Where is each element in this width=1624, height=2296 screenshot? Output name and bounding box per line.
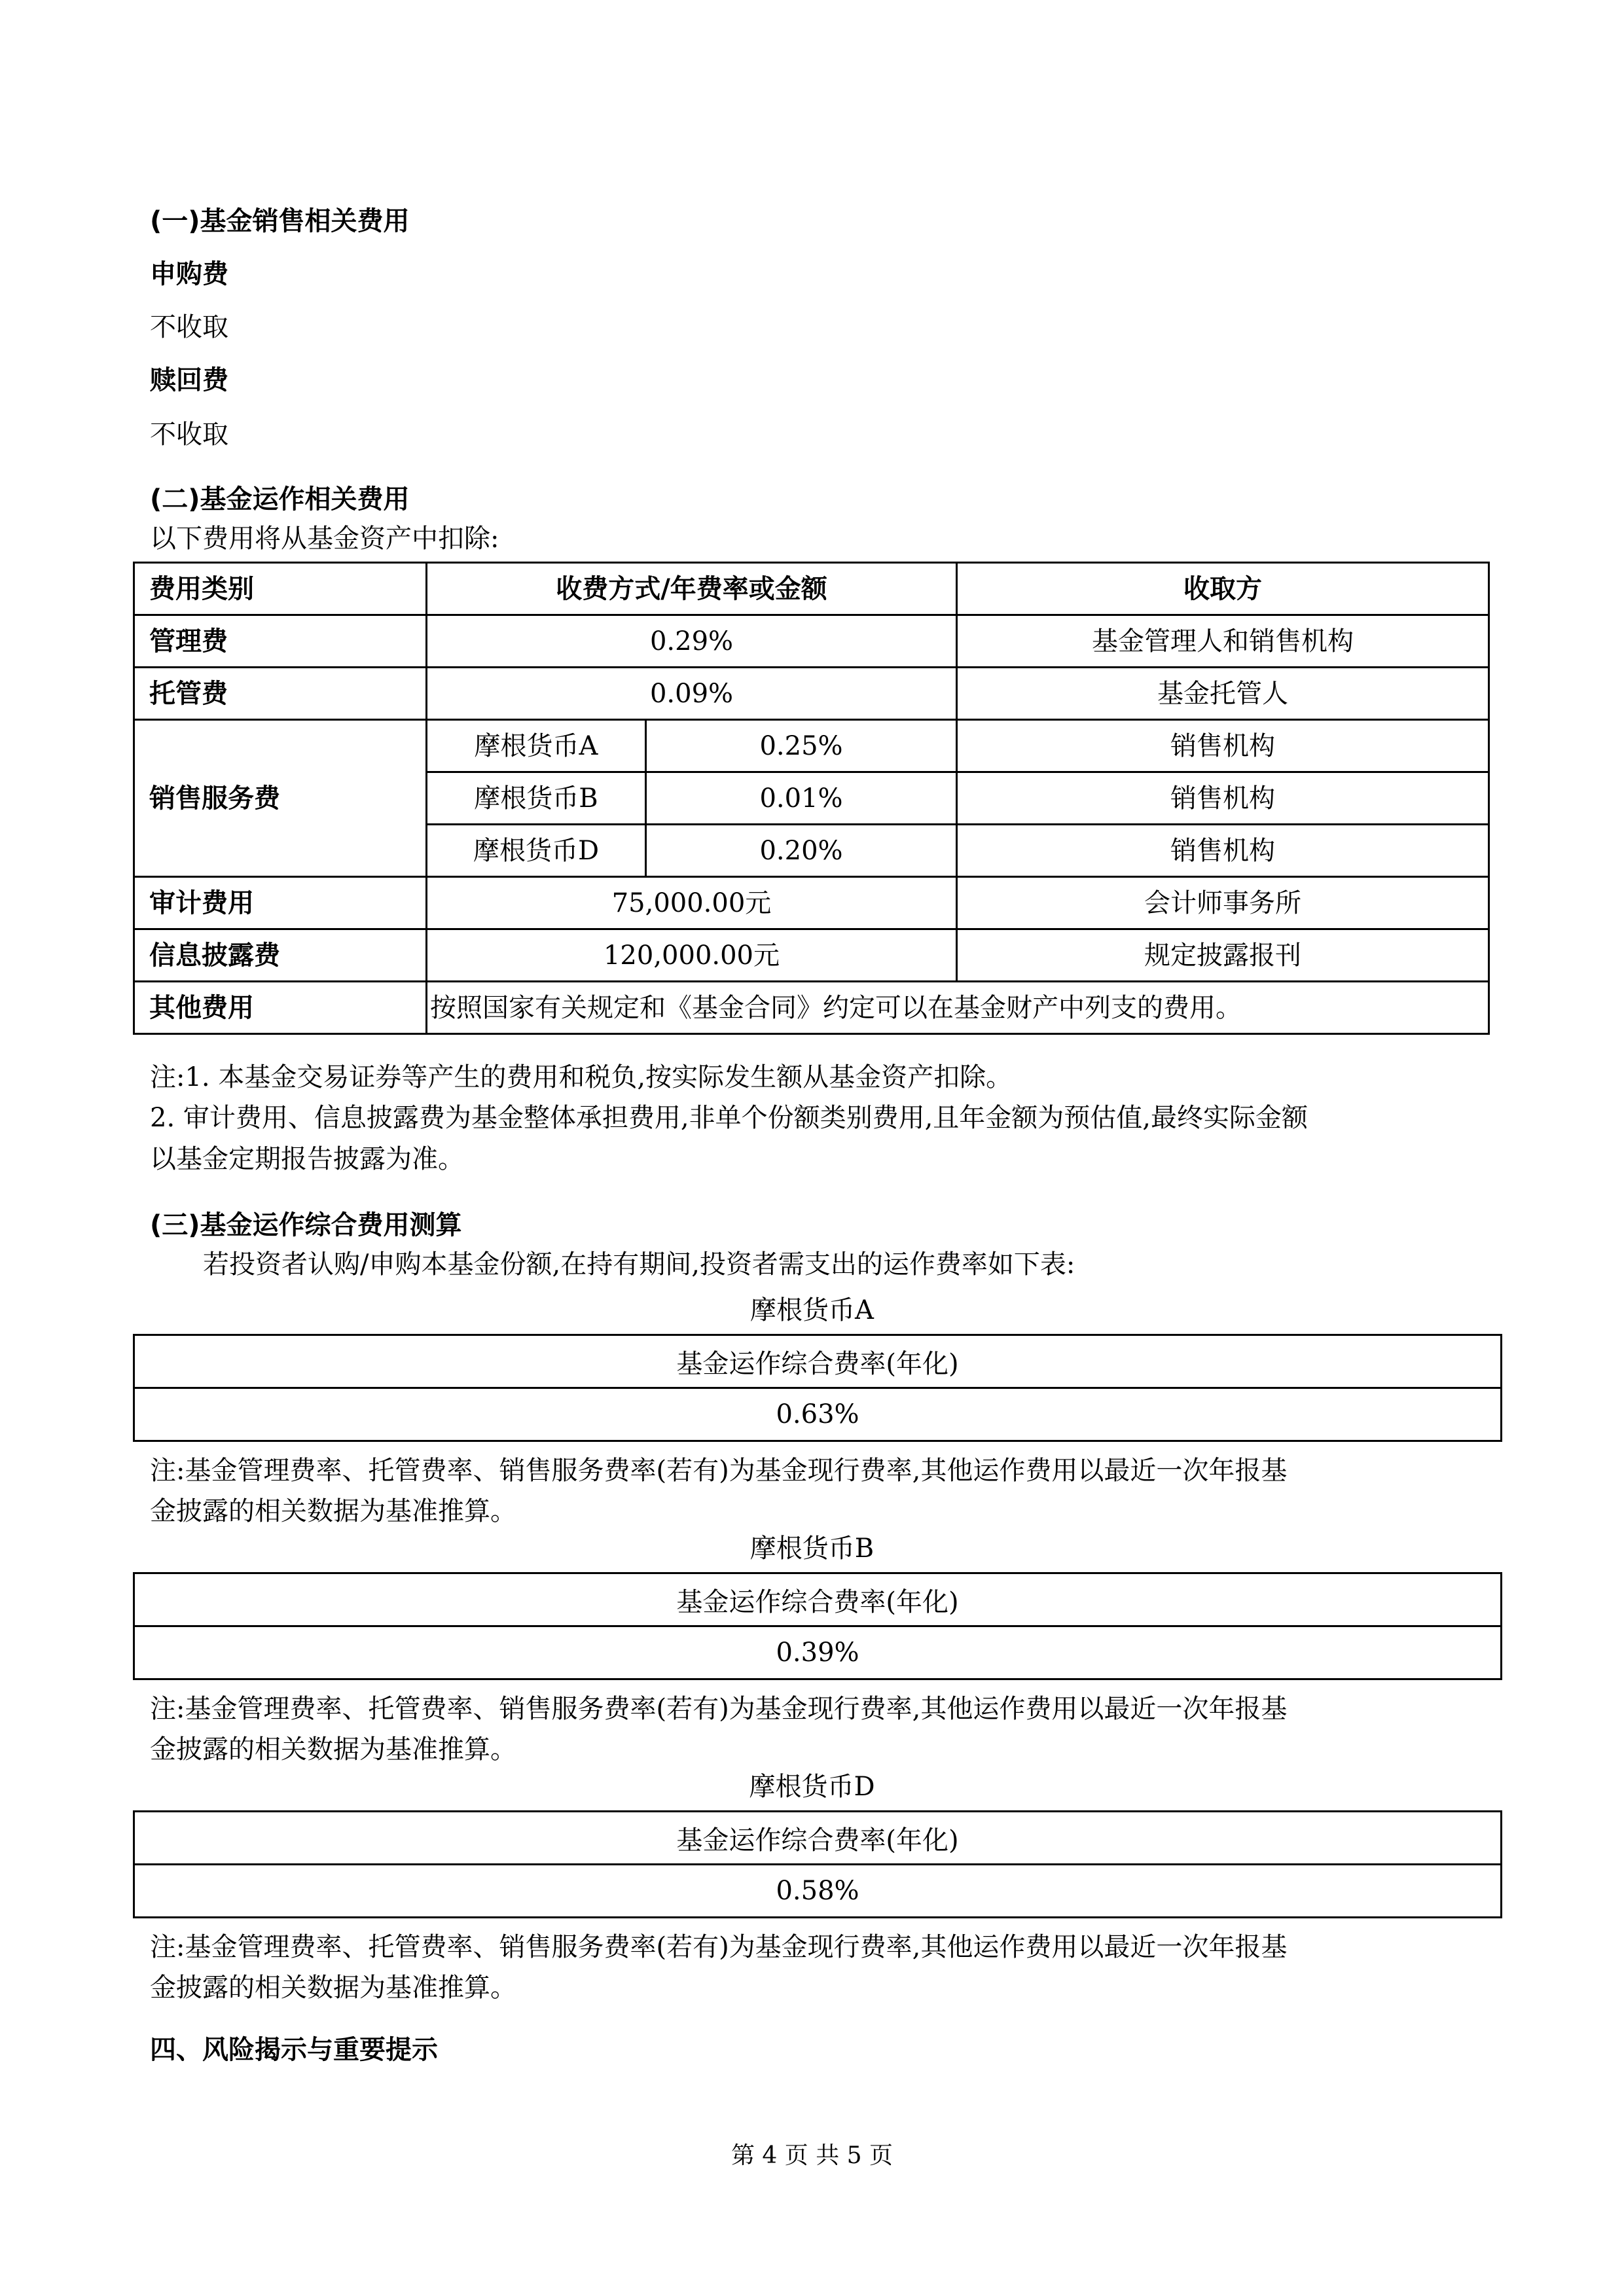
sales-share-class: 摩根货币B <box>427 772 646 825</box>
sales-service-fee-label: 销售服务费 <box>134 720 427 877</box>
composite-fee-table <box>133 1334 1502 1442</box>
composite-fee-value: 0.63% <box>134 1388 1502 1441</box>
composite-note-line-2: 金披露的相关数据为基准推算。 <box>150 1973 516 2003</box>
sales-share-class: 摩根货币D <box>427 825 646 877</box>
section2-note-1: 注:1. 本基金交易证券等产生的费用和税负,按实际发生额从基金资产扣除。 <box>150 1062 1013 1092</box>
other-fee-description: 按照国家有关规定和《基金合同》约定可以在基金财产中列支的费用。 <box>427 982 1489 1034</box>
sales-share-rate: 0.25% <box>646 720 957 772</box>
subscription-fee-value: 不收取 <box>150 312 228 342</box>
disclosure-fee-label: 信息披露费 <box>134 929 427 982</box>
composite-note-line-1: 注:基金管理费率、托管费率、销售服务费率(若有)为基金现行费率,其他运作费用以最近一次年报基 <box>150 1932 1288 1962</box>
composite-note-line-1: 注:基金管理费率、托管费率、销售服务费率(若有)为基金现行费率,其他运作费用以最近一次年报基 <box>150 1694 1288 1724</box>
sales-share-rate: 0.20% <box>646 825 957 877</box>
table-row <box>134 929 1489 982</box>
other-fee-label: 其他费用 <box>134 982 427 1034</box>
header-recipient: 收取方 <box>957 563 1489 615</box>
section2-note-3: 以基金定期报告披露为准。 <box>150 1144 464 1174</box>
composite-note-line-2: 金披露的相关数据为基准推算。 <box>150 1496 516 1526</box>
section4-heading: 四、风险揭示与重要提示 <box>150 2035 438 2065</box>
section2-note-2: 2. 审计费用、信息披露费为基金整体承担费用,非单个份额类别费用,且年金额为预估值,最终实际金额 <box>150 1103 1308 1133</box>
management-fee-rate: 0.29% <box>427 615 957 668</box>
table-row <box>134 615 1489 668</box>
table-row <box>134 877 1489 929</box>
redemption-fee-value: 不收取 <box>150 420 228 450</box>
custody-fee-rate: 0.09% <box>427 668 957 720</box>
sales-share-rate: 0.01% <box>646 772 957 825</box>
composite-fee-value: 0.39% <box>134 1626 1502 1679</box>
composite-table-title: 摩根货币D <box>749 1772 875 1802</box>
header-fee-type: 费用类别 <box>134 563 427 615</box>
subscription-fee-label: 申购费 <box>150 259 228 289</box>
composite-note-line-2: 金披露的相关数据为基准推算。 <box>150 1734 516 1765</box>
redemption-fee-label: 赎回费 <box>150 365 228 395</box>
audit-fee-amount: 75,000.00元 <box>427 877 957 929</box>
section3-intro: 若投资者认购/申购本基金份额,在持有期间,投资者需支出的运作费率如下表: <box>203 1249 1075 1280</box>
section1-heading: (一)基金销售相关费用 <box>150 206 410 236</box>
composite-fee-value: 0.58% <box>134 1865 1502 1918</box>
composite-fee-header: 基金运作综合费率(年化) <box>134 1573 1502 1626</box>
composite-fee-table <box>133 1810 1502 1918</box>
section2-intro: 以下费用将从基金资产中扣除: <box>150 524 499 554</box>
table-row <box>134 982 1489 1034</box>
disclosure-fee-amount: 120,000.00元 <box>427 929 957 982</box>
management-fee-label: 管理费 <box>134 615 427 668</box>
management-fee-recipient: 基金管理人和销售机构 <box>957 615 1489 668</box>
page-number: 第 4 页 共 5 页 <box>731 2142 893 2169</box>
header-fee-method: 收费方式/年费率或金额 <box>427 563 957 615</box>
section2-heading: (二)基金运作相关费用 <box>150 484 410 514</box>
sales-share-recipient: 销售机构 <box>957 772 1489 825</box>
sales-share-recipient: 销售机构 <box>957 825 1489 877</box>
table-row <box>134 720 1489 772</box>
operating-fee-table <box>133 562 1490 1035</box>
custody-fee-label: 托管费 <box>134 668 427 720</box>
composite-note-line-1: 注:基金管理费率、托管费率、销售服务费率(若有)为基金现行费率,其他运作费用以最近一次年报基 <box>150 1456 1288 1486</box>
section3-heading: (三)基金运作综合费用测算 <box>150 1210 462 1240</box>
custody-fee-recipient: 基金托管人 <box>957 668 1489 720</box>
composite-fee-table <box>133 1572 1502 1680</box>
composite-fee-header: 基金运作综合费率(年化) <box>134 1812 1502 1865</box>
composite-fee-header: 基金运作综合费率(年化) <box>134 1335 1502 1388</box>
disclosure-fee-recipient: 规定披露报刊 <box>957 929 1489 982</box>
table-header-row <box>134 563 1489 615</box>
composite-table-title: 摩根货币A <box>750 1295 874 1325</box>
table-row <box>134 668 1489 720</box>
audit-fee-recipient: 会计师事务所 <box>957 877 1489 929</box>
sales-share-class: 摩根货币A <box>427 720 646 772</box>
sales-share-recipient: 销售机构 <box>957 720 1489 772</box>
audit-fee-label: 审计费用 <box>134 877 427 929</box>
composite-table-title: 摩根货币B <box>749 1534 875 1564</box>
